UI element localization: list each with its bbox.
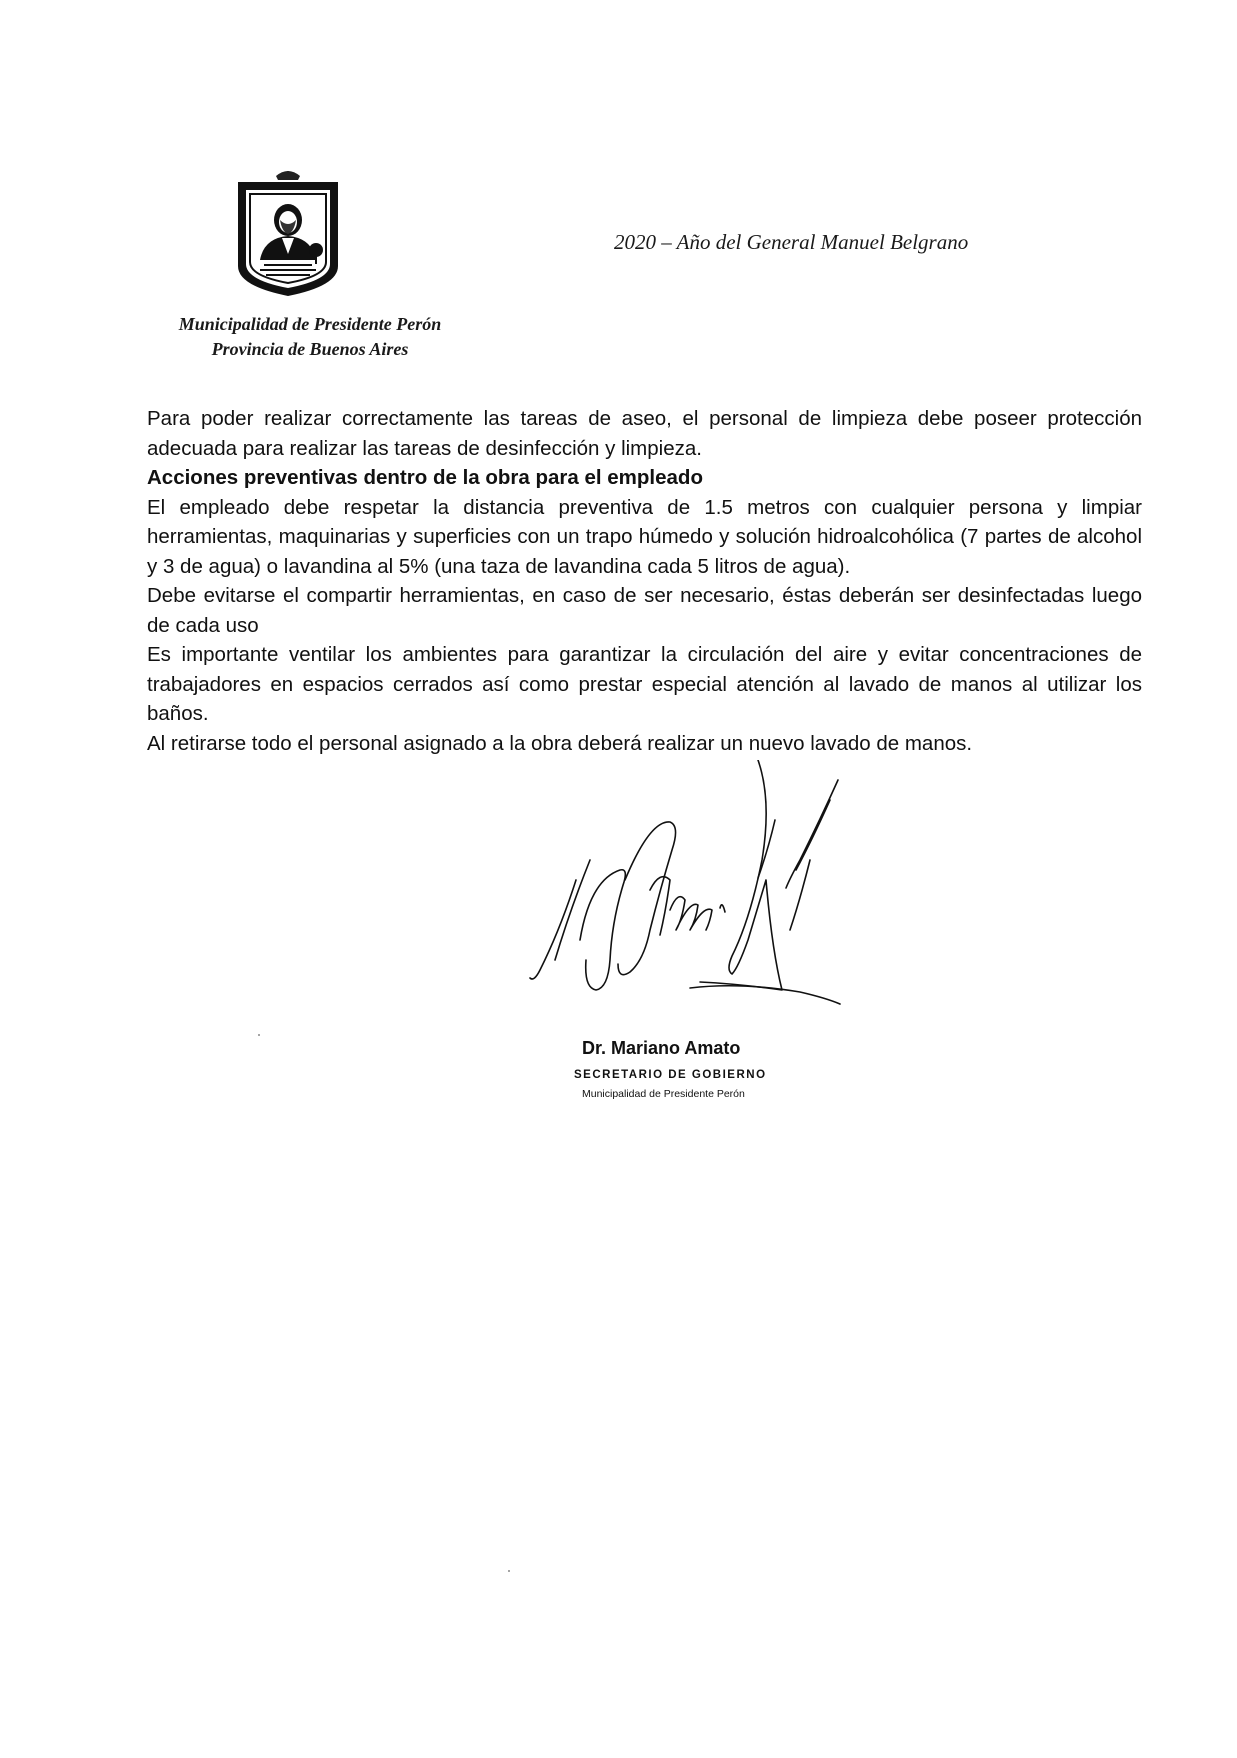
- municipality-name: Municipalidad de Presidente Perón: [178, 314, 442, 334]
- section-heading: Acciones preventivas dentro de la obra para el empleado: [147, 466, 703, 489]
- paragraph-3: Debe evitarse el compartir herramientas, en caso de ser necesario, éstas deberán ser desinfectadas luego de cada uso: [147, 584, 1142, 637]
- scan-speck: [258, 1034, 260, 1036]
- paragraph-5: Al retirarse todo el personal asignado a la obra deberá realizar un nuevo lavado de manos.: [147, 731, 973, 755]
- province-name: Provincia de Buenos Aires: [211, 339, 409, 359]
- municipality-heading: [140, 312, 480, 362]
- paragraph-1: Para poder realizar correctamente las tareas de aseo, el personal de limpieza debe poseer protección adecuada para realizar las tareas de desinfección y limpieza.: [147, 407, 1142, 460]
- paragraph-2: El empleado debe respetar la distancia preventiva de 1.5 metros con cualquier persona y limpiar herramientas, maquinarias y superficies con un trapo húmedo y solución hidroalcohólica (7 partes de alcohol y 3 de agua) o lavandina al 5% (una taza de lavandina cada 5 litros de agua).: [147, 495, 1142, 578]
- year-motto: 2020 – Año del General Manuel Belgrano: [614, 230, 969, 254]
- signatory-name: Dr. Mariano Amato: [582, 1038, 741, 1058]
- signatory-organization: Municipalidad de Presidente Perón: [582, 1088, 745, 1100]
- paragraph-4: Es importante ventilar los ambientes para garantizar la circulación del aire y evitar concentraciones de trabajadores en espacios cerrados así como prestar especial atención al lavado de manos al utilizar los baños.: [147, 643, 1142, 725]
- handwritten-signature-icon: [500, 760, 860, 1060]
- signatory-title: SECRETARIO DE GOBIERNO: [574, 1069, 767, 1081]
- scan-speck: [508, 1570, 510, 1572]
- document-body: [147, 404, 1142, 758]
- municipal-crest-icon: [232, 168, 344, 298]
